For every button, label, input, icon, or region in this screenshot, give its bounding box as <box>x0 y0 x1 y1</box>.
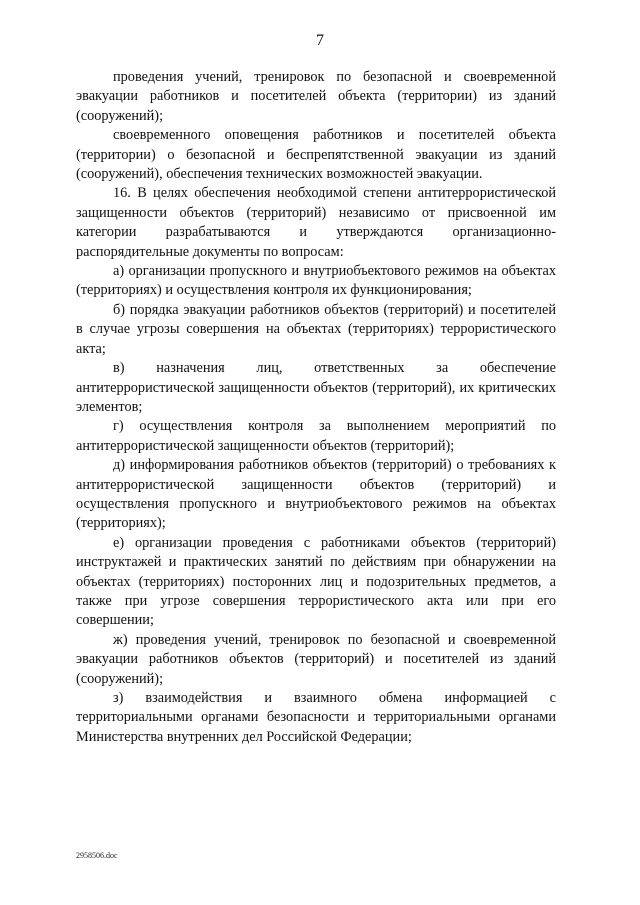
list-item: а) организации пропускного и внутриобъектового режимов на объектах (территориях) и осуществления контроля их функционирования; <box>76 263 556 299</box>
list-item: з) взаимодействия и взаимного обмена информацией с территориальными органами безопасности и территориальными органами Министерства внутренних дел Российской Федерации; <box>76 690 556 745</box>
paragraph: своевременного оповещения работников и посетителей объекта (территории) о безопасной и беспрепятственной эвакуации из зданий (сооружений), обеспечения технических возможностей эвакуации. <box>76 127 556 183</box>
paragraph: 16. В целях обеспечения необходимой степени антитеррористической защищенности объектов (территорий) независимо от присвоенной им категории разрабатываются и утверждаются организационно-распорядительные документы по вопросам: <box>76 185 556 260</box>
list-item: д) информирования работников объектов (территорий) о требованиях к антитеррористической защищенности объектов (территорий) и осуществления пропускного и внутриобъектового режимов на объектах (территориях); <box>76 457 556 532</box>
page-number: 7 <box>316 32 324 49</box>
list-item: г) осуществления контроля за выполнением мероприятий по антитеррористической защищенности объектов (территорий); <box>76 418 556 454</box>
list-item: е) организации проведения с работниками объектов (территорий) инструктажей и практических занятий по действиям при обнаружении на объектах (территориях) посторонних лиц и подозрительных предметов, а также при угрозе совершения террористического акта или при его совершении; <box>76 534 556 629</box>
list-item: в) назначения лиц, ответственных за обеспечение антитеррористической защищенности объектов (территорий), их критических элементов; <box>76 360 556 415</box>
paragraph: проведения учений, тренировок по безопасной и своевременной эвакуации работников и посетителей объекта (территории) из зданий (сооружений); <box>76 69 556 124</box>
list-item: б) порядка эвакуации работников объектов (территорий) и посетителей в случае угрозы совершения на объектах (территориях) террористического акта; <box>76 301 556 357</box>
document-body <box>76 68 556 747</box>
list-item: ж) проведения учений, тренировок по безопасной и своевременной эвакуации работников объектов (территорий) и посетителей из зданий (сооружений); <box>76 631 556 687</box>
document-file-code: 2958506.doc <box>76 851 118 860</box>
